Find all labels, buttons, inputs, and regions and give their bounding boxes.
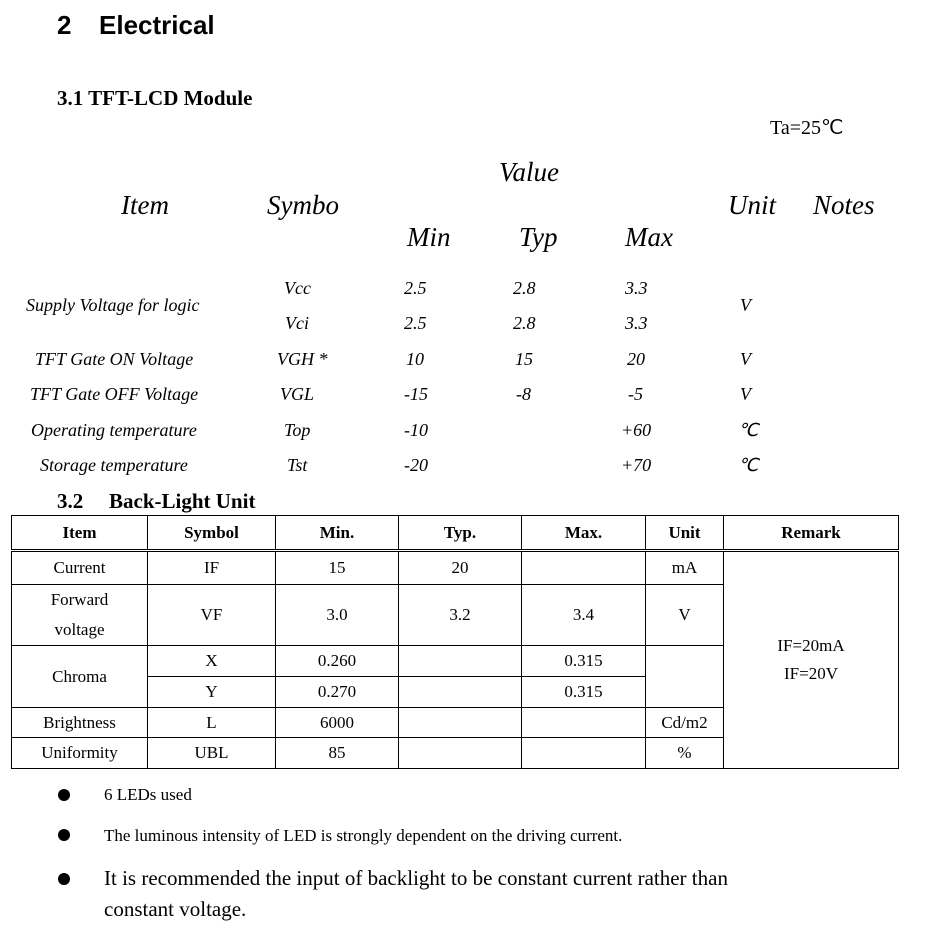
cell-typ — [399, 646, 522, 677]
remark-line: IF=20V — [784, 664, 838, 683]
cell-max — [522, 551, 646, 585]
row-unit: ℃ — [738, 420, 759, 440]
table-row — [12, 551, 899, 585]
cell-max: 0.315 — [522, 677, 646, 708]
header-typ: Typ — [519, 222, 558, 252]
cell-max: 0.315 — [522, 646, 646, 677]
section-heading-electrical — [57, 10, 215, 41]
cell-typ: 20 — [399, 551, 522, 585]
remark-line: IF=20mA — [777, 636, 845, 655]
row-min: -15 — [404, 384, 428, 404]
row-item-storage-temperature: Storage temperature — [40, 455, 188, 475]
row-symbol: Vci — [285, 313, 309, 333]
note-constant-current: It is recommended the input of backlight to be constant current rather than — [104, 866, 728, 890]
col-header-item: Item — [12, 516, 148, 551]
header-value: Value — [499, 157, 559, 187]
row-typ: 2.8 — [513, 278, 536, 298]
row-max: 3.3 — [625, 278, 648, 298]
cell-symbol: L — [148, 708, 276, 738]
cell-min: 3.0 — [276, 585, 399, 646]
header-symbol: Symbo — [267, 190, 339, 220]
col-header-unit: Unit — [646, 516, 724, 551]
row-max: 3.3 — [625, 313, 648, 333]
cell-min: 85 — [276, 738, 399, 769]
section-heading-back-light — [57, 489, 255, 514]
col-header-symbol: Symbol — [148, 516, 276, 551]
cell-item: Chroma — [12, 646, 148, 708]
cell-typ — [399, 738, 522, 769]
row-max: +60 — [621, 420, 652, 440]
row-item-gate-on: TFT Gate ON Voltage — [35, 349, 194, 369]
row-min: 10 — [406, 349, 424, 369]
note-constant-voltage: constant voltage. — [104, 897, 247, 921]
row-unit: V — [740, 295, 751, 315]
section-number: 2 — [57, 10, 72, 40]
row-unit: V — [740, 349, 751, 369]
row-max: -5 — [628, 384, 643, 404]
row-symbol: Top — [284, 420, 311, 440]
row-typ: -8 — [516, 384, 531, 404]
cell-remark — [724, 551, 899, 769]
header-max: Max — [625, 222, 673, 252]
cell-item: Brightness — [12, 708, 148, 738]
row-typ: 2.8 — [513, 313, 536, 333]
cell-unit: V — [646, 585, 724, 646]
cell-min: 15 — [276, 551, 399, 585]
bullet-icon — [58, 829, 70, 841]
cell-symbol: UBL — [148, 738, 276, 769]
cell-symbol: Y — [148, 677, 276, 708]
cell-item: Uniformity — [12, 738, 148, 769]
row-item-gate-off: TFT Gate OFF Voltage — [30, 384, 199, 404]
section-title: Electrical — [99, 10, 215, 40]
row-unit: V — [740, 384, 751, 404]
note-leds-used: 6 LEDs used — [104, 785, 192, 804]
ambient-temperature-note: Ta=25℃ — [770, 117, 844, 139]
header-min: Min — [407, 222, 451, 252]
row-symbol: VGH * — [277, 349, 328, 369]
cell-unit: Cd/m2 — [646, 708, 724, 738]
cell-symbol: X — [148, 646, 276, 677]
cell-symbol: VF — [148, 585, 276, 646]
col-header-max: Max. — [522, 516, 646, 551]
col-header-remark: Remark — [724, 516, 899, 551]
header-unit: Unit — [728, 190, 777, 220]
backlight-table — [11, 515, 899, 769]
cell-min: 0.260 — [276, 646, 399, 677]
col-header-min: Min. — [276, 516, 399, 551]
row-symbol: VGL — [280, 384, 315, 404]
col-header-typ: Typ. — [399, 516, 522, 551]
cell-typ — [399, 708, 522, 738]
header-item: Item — [121, 190, 169, 220]
table-header-row — [12, 516, 899, 551]
item-line: voltage — [54, 620, 105, 639]
cell-item: Current — [12, 551, 148, 585]
cell-max: 3.4 — [522, 585, 646, 646]
cell-min: 6000 — [276, 708, 399, 738]
header-notes: Notes — [813, 190, 875, 220]
row-min: -20 — [404, 455, 428, 475]
bullet-icon — [58, 873, 70, 885]
row-max: 20 — [627, 349, 645, 369]
cell-typ: 3.2 — [399, 585, 522, 646]
section-heading-tft-lcd: 3.1 TFT-LCD Module — [57, 86, 253, 110]
row-typ: 15 — [515, 349, 533, 369]
section-number: 3.2 — [57, 489, 84, 513]
row-item-supply-voltage: Supply Voltage for logic — [26, 295, 200, 315]
row-item-operating-temperature: Operating temperature — [31, 420, 197, 440]
section-title: Back-Light Unit — [109, 489, 256, 513]
cell-unit: mA — [646, 551, 724, 585]
cell-typ — [399, 677, 522, 708]
item-line: Forward — [50, 590, 109, 609]
row-min: 2.5 — [404, 313, 427, 333]
cell-max — [522, 708, 646, 738]
row-symbol: Vcc — [284, 278, 311, 298]
row-symbol: Tst — [287, 455, 308, 475]
cell-max — [522, 738, 646, 769]
row-max: +70 — [621, 455, 652, 475]
row-min: -10 — [404, 420, 428, 440]
cell-unit: % — [646, 738, 724, 769]
bullet-icon — [58, 789, 70, 801]
cell-symbol: IF — [148, 551, 276, 585]
note-luminous-intensity: The luminous intensity of LED is strongly dependent on the driving current. — [104, 826, 623, 845]
cell-unit — [646, 646, 724, 708]
row-unit: ℃ — [738, 455, 759, 475]
cell-min: 0.270 — [276, 677, 399, 708]
row-min: 2.5 — [404, 278, 427, 298]
cell-item — [12, 585, 148, 646]
